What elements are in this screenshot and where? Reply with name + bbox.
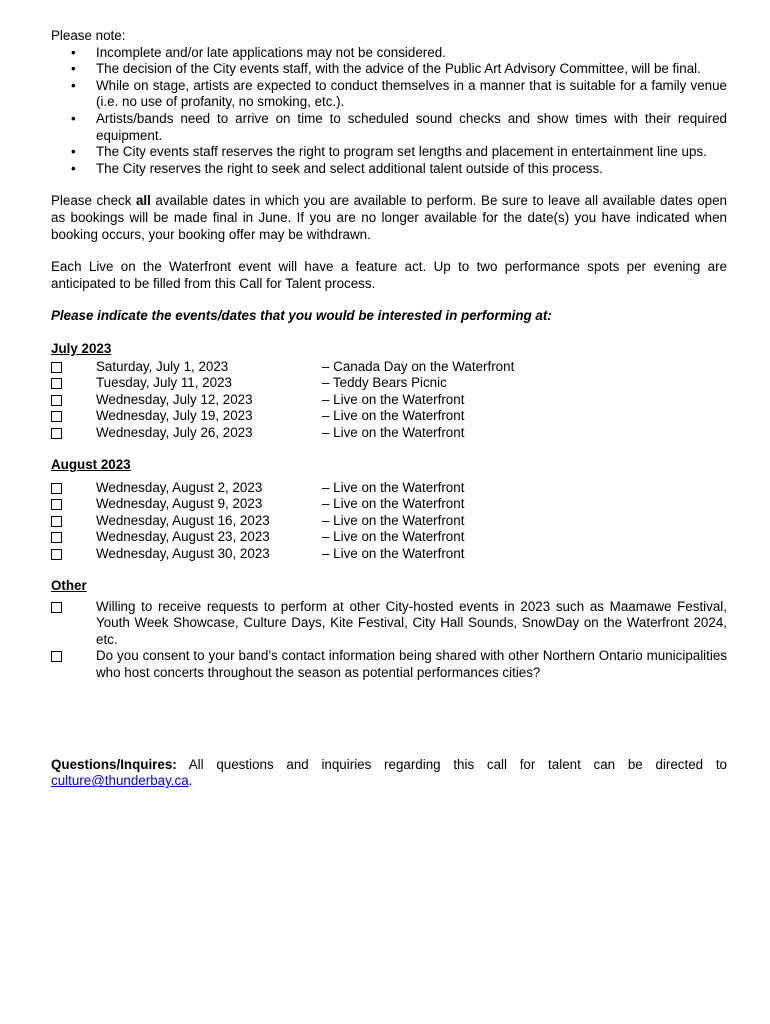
checkbox[interactable] — [51, 362, 62, 373]
event-date: Wednesday, July 26, 2023 — [96, 424, 253, 440]
other-item-text: Do you consent to your band’s contact information being shared with other Northern Ontario municipalities who host concerts throughout the season as potential performances cities? — [96, 648, 727, 681]
other-item — [51, 599, 727, 649]
checkbox[interactable] — [51, 651, 62, 662]
checkbox[interactable] — [51, 411, 62, 422]
feature-paragraph: Each Live on the Waterfront event will have a feature act. Up to two performance spots per evening are anticipated to be filled from this Call for Talent process. — [51, 259, 727, 291]
august-list — [51, 480, 727, 563]
event-name: – Live on the Waterfront — [322, 512, 465, 528]
event-date: Wednesday, August 16, 2023 — [96, 512, 270, 528]
note-heading: Please note: — [51, 28, 126, 43]
other-item-text: Willing to receive requests to perform at other City-hosted events in 2023 such as Maamawe Festival, Youth Week Showcase, Culture Days, Kite Festival, City Hall Sounds, SnowDay on the Waterfront 2024, etc. — [96, 598, 727, 647]
event-row — [51, 425, 727, 442]
other-heading: Other — [51, 578, 87, 594]
event-row — [51, 408, 727, 425]
checkbox[interactable] — [51, 549, 62, 560]
checkbox[interactable] — [51, 428, 62, 439]
august-heading: August 2023 — [51, 457, 131, 472]
checkbox[interactable] — [51, 499, 62, 510]
event-name: – Live on the Waterfront — [322, 529, 465, 545]
event-date: Wednesday, August 9, 2023 — [96, 496, 263, 512]
note-item: • The decision of the City events staff, with the advice of the Public Art Advisory Committee, will be final. — [71, 61, 701, 77]
note-item: • While on stage, artists are expected to conduct themselves in a manner that is suitable for a family venue (i.e. no use of profanity, no smoking, etc.). — [71, 77, 727, 110]
event-name: – Live on the Waterfront — [322, 545, 465, 561]
event-row — [51, 392, 727, 409]
event-date: Wednesday, August 30, 2023 — [96, 545, 270, 561]
event-name: – Teddy Bears Picnic — [322, 375, 447, 390]
event-date: Saturday, July 1, 2023 — [96, 358, 229, 374]
document-page — [51, 28, 727, 790]
event-date: Wednesday, July 12, 2023 — [96, 391, 253, 407]
event-name: – Live on the Waterfront — [322, 408, 465, 423]
bullet-icon: • — [71, 144, 76, 160]
checkbox[interactable] — [51, 532, 62, 543]
check-paragraph: Please check all available dates in which you are available to perform. Be sure to leave all available dates open as bookings will be made final in June. If you are no longer available for the date(s) you have indicated when booking occurs, your booking offer may be withdrawn. — [51, 193, 727, 242]
event-name: – Live on the Waterfront — [322, 496, 465, 512]
indicate-heading: Please indicate the events/dates that you would be interested in performing at: — [51, 308, 552, 324]
event-row — [51, 359, 727, 376]
bullet-icon: • — [71, 44, 76, 60]
event-date: Wednesday, July 19, 2023 — [96, 408, 253, 423]
note-item: • The City events staff reserves the right to program set lengths and placement in entertainment line ups. — [71, 144, 707, 160]
other-item — [51, 648, 727, 681]
bullet-icon: • — [71, 77, 76, 93]
checkbox[interactable] — [51, 483, 62, 494]
email-link[interactable]: culture@thunderbay.ca — [51, 773, 189, 789]
questions-paragraph: Questions/Inquires: All questions and inquiries regarding this call for talent can be directed to culture@thunderbay.ca. — [51, 756, 727, 789]
event-date: Tuesday, July 11, 2023 — [96, 375, 232, 390]
event-row — [51, 375, 727, 392]
bullet-icon: • — [71, 160, 76, 176]
bullet-icon: • — [71, 110, 76, 126]
questions-label: Questions/Inquires: — [51, 756, 177, 772]
event-row — [51, 480, 727, 497]
note-item: • The City reserves the right to seek and select additional talent outside of this process. — [71, 160, 603, 176]
checkbox[interactable] — [51, 395, 62, 406]
event-name: – Live on the Waterfront — [322, 479, 465, 495]
bullet-icon: • — [71, 61, 76, 77]
july-list — [51, 359, 727, 442]
note-item: • Artists/bands need to arrive on time to scheduled sound checks and show times with their required equipment. — [71, 110, 727, 143]
notes-list — [51, 45, 727, 178]
event-name: – Live on the Waterfront — [322, 391, 465, 407]
event-row — [51, 496, 727, 513]
note-item: • Incomplete and/or late applications may not be considered. — [71, 44, 446, 60]
event-row — [51, 529, 727, 546]
checkbox[interactable] — [51, 516, 62, 527]
event-date: Wednesday, August 2, 2023 — [96, 479, 263, 495]
july-heading: July 2023 — [51, 340, 112, 356]
checkbox[interactable] — [51, 602, 62, 613]
event-date: Wednesday, August 23, 2023 — [96, 529, 270, 545]
event-name: – Canada Day on the Waterfront — [322, 358, 515, 374]
event-row — [51, 546, 727, 563]
event-name: – Live on the Waterfront — [322, 424, 465, 440]
other-list — [51, 599, 727, 682]
event-row — [51, 513, 727, 530]
checkbox[interactable] — [51, 378, 62, 389]
